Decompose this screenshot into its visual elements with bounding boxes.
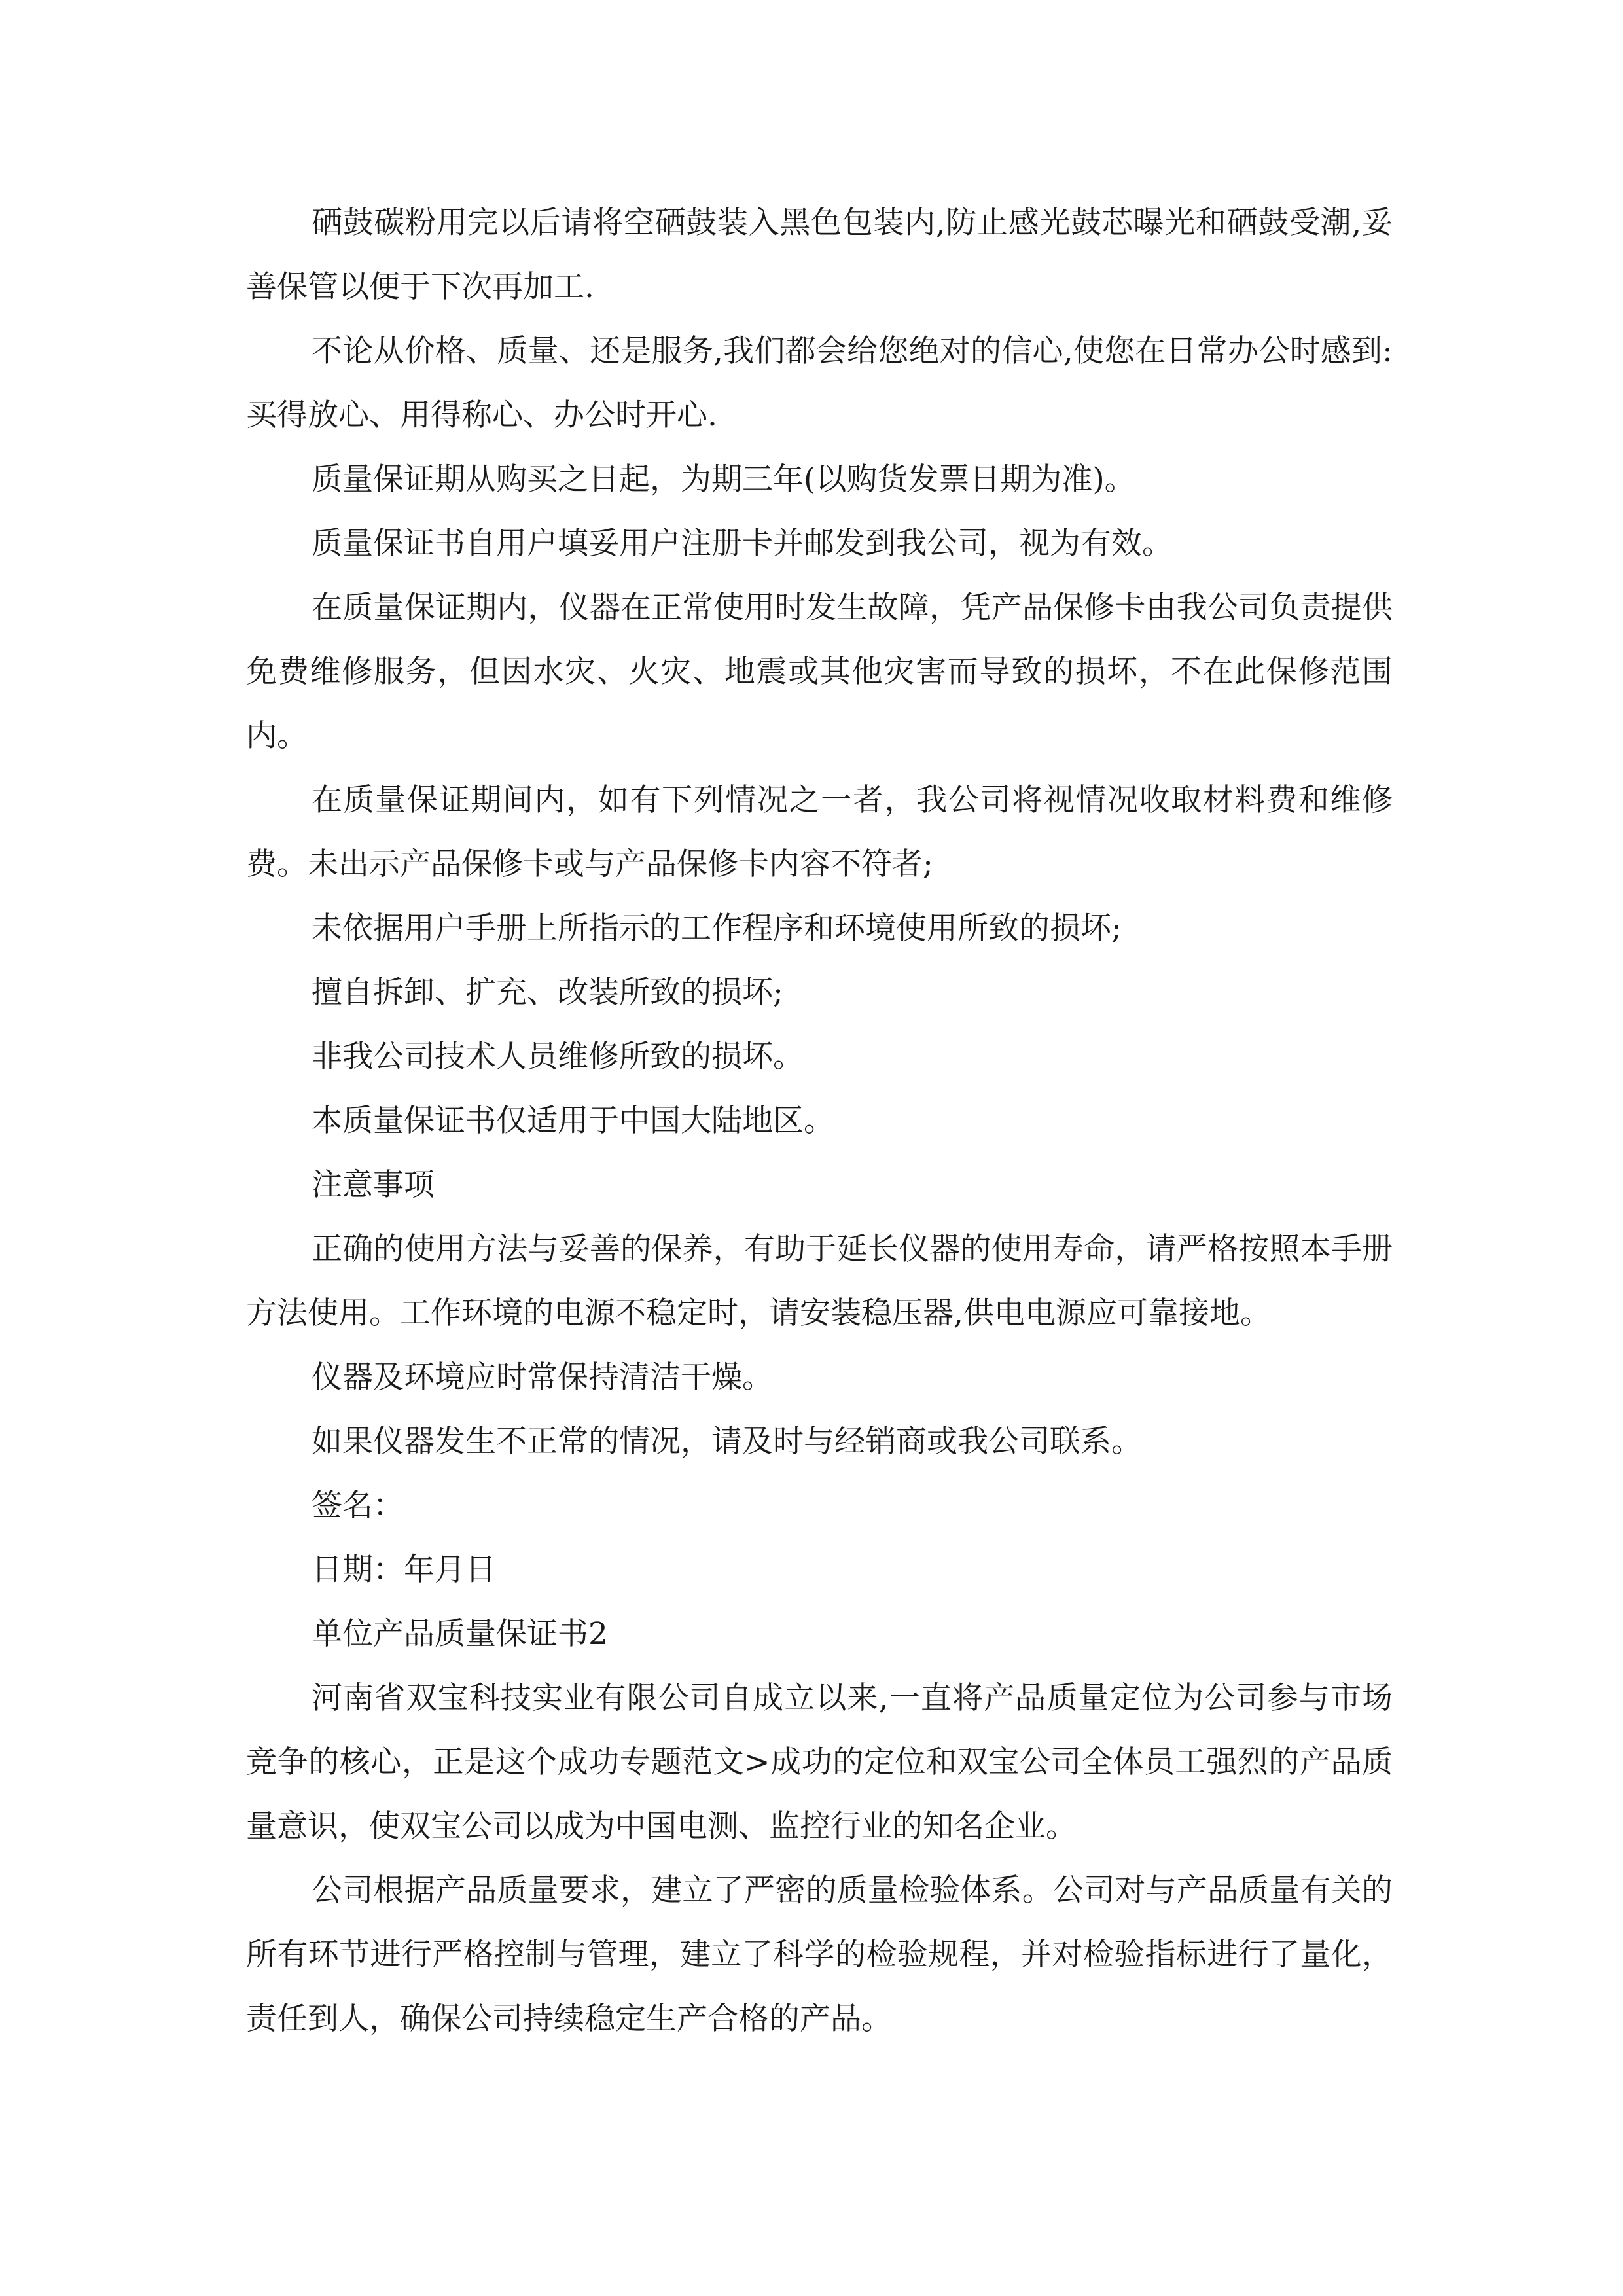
paragraph-cartridge-storage: 硒鼓碳粉用完以后请将空硒鼓装入黑色包装内,防止感光鼓芯曝光和硒鼓受潮,妥善保管以便于下次再加工. [246,205,1393,305]
section-title-warranty-2: 单位产品质量保证书2 [312,1616,608,1652]
paragraph-third-party-repair: 非我公司技术人员维修所致的损坏。 [312,1039,804,1075]
paragraph-company-quality: 河南省双宝科技实业有限公司自成立以来,一直将产品质量定位为公司参与市场竞争的核心，正是这个成功专题范文>成功的定位和双宝公司全体员工强烈的产品质量意识，使双宝公司以成为中国电测、监控行业的知名企业。 [246,1680,1393,1844]
paragraph-inspection-system: 公司根据产品质量要求，建立了严密的质量检验体系。公司对与产品质量有关的所有环节进行严格控制与管理，建立了科学的检验规程，并对检验指标进行了量化，责任到人，确保公司持续稳定生产合格的产品。 [246,1873,1393,2037]
date-label: 日期：年月日 [312,1552,496,1588]
paragraph-warranty-validity: 质量保证书自用户填妥用户注册卡并邮发到我公司，视为有效。 [312,526,1173,562]
paragraph-cleanliness: 仪器及环境应时常保持清洁干燥。 [312,1359,773,1395]
paragraph-unauthorized-modification: 擅自拆卸、扩充、改装所致的损坏; [312,975,783,1011]
paragraph-free-repair: 在质量保证期内，仪器在正常使用时发生故障，凭产品保修卡由我公司负责提供免费维修服务，但因水灾、火灾、地震或其他灾害而导致的损坏，不在此保修范围内。 [246,590,1393,754]
paragraph-manual-misuse: 未依据用户手册上所指示的工作程序和环境使用所致的损坏; [312,910,1122,946]
section-heading-notes: 注意事项 [312,1167,435,1203]
paragraph-region-scope: 本质量保证书仅适用于中国大陆地区。 [312,1103,834,1139]
document-page [246,191,1393,2051]
paragraph-confidence: 不论从价格、质量、还是服务,我们都会给您绝对的信心,使您在日常办公时感到:买得放心、用得称心、办公时开心. [246,333,1393,433]
paragraph-correct-usage: 正确的使用方法与妥善的保养，有助于延长仪器的使用寿命，请严格按照本手册方法使用。工作环境的电源不稳定时，请安装稳压器,供电电源应可靠接地。 [246,1231,1393,1331]
signature-label: 签名： [312,1488,404,1524]
paragraph-charged-repair: 在质量保证期间内，如有下列情况之一者，我公司将视情况收取材料费和维修费。未出示产品保修卡或与产品保修卡内容不符者; [246,782,1393,882]
paragraph-contact: 如果仪器发生不正常的情况，请及时与经销商或我公司联系。 [312,1424,1142,1460]
paragraph-warranty-period: 质量保证期从购买之日起，为期三年(以购货发票日期为准)。 [312,461,1135,497]
